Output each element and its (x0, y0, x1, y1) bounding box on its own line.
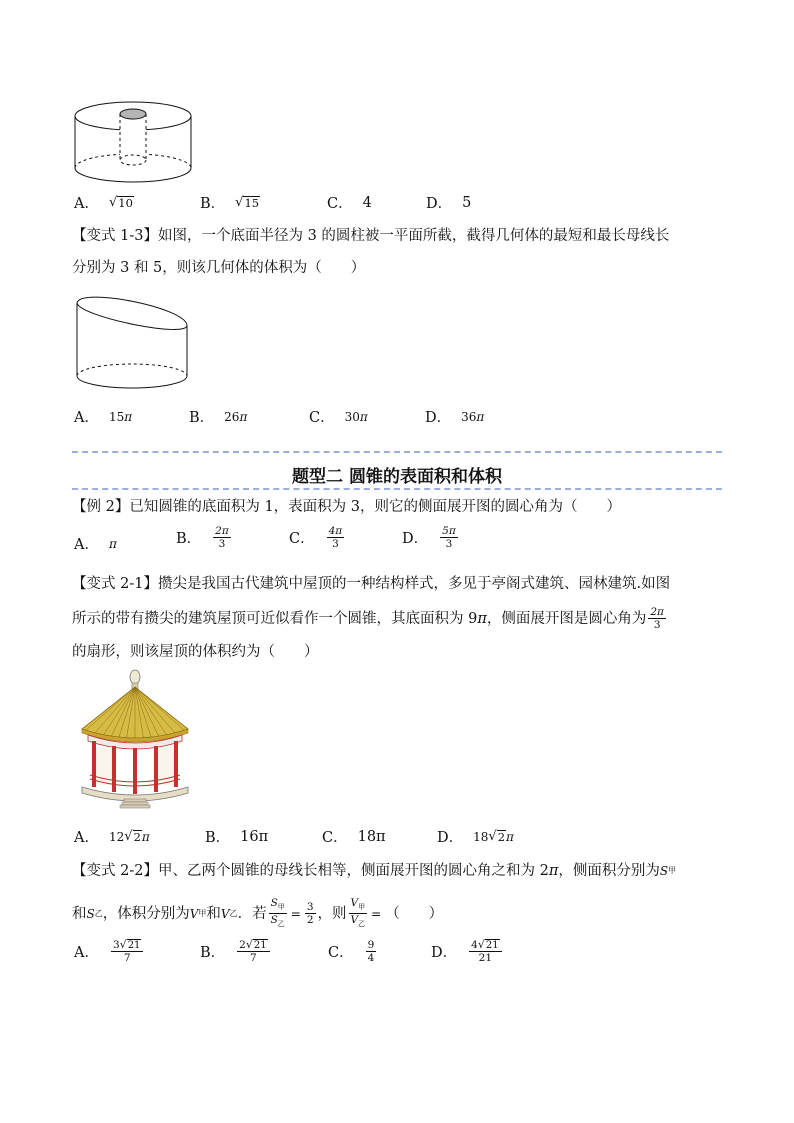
v13-option-a[interactable] (74, 406, 132, 427)
pi-symbol: π (548, 863, 559, 879)
option-label: B． (200, 945, 226, 961)
pi-symbol: π (476, 409, 485, 424)
pi-symbol: π (239, 409, 248, 424)
ex2-text (72, 497, 621, 517)
v21-option-b[interactable] (205, 826, 268, 847)
option-value: 16π (240, 828, 269, 845)
option-value: 18π (357, 828, 386, 845)
sqrt-value: √ 2 (488, 829, 506, 844)
question-text: 已知圆锥的底面积为 1，表面积为 3，则它的侧面展开图的圆心角为（ ） (129, 499, 622, 515)
fraction-v-ratio: $\frac{V_甲}{V_乙}$ (350, 897, 366, 929)
q13-option-b[interactable] (200, 192, 260, 213)
option-label: A． (74, 537, 99, 553)
question-text: ，则 (317, 905, 347, 922)
ex2-option-c[interactable] (289, 525, 346, 550)
fraction: $\frac{3}{2}$ (306, 901, 314, 927)
option-label: D． (437, 830, 464, 846)
sqrt-value: √ 15 (235, 195, 260, 210)
option-value: 36 (461, 409, 477, 424)
subscript: 乙 (94, 908, 103, 918)
fraction: $\frac{9}{4}$ (367, 939, 375, 964)
option-label: D． (425, 410, 452, 426)
question-text: 攒尖是我国古代建筑中屋顶的一种结构样式，多见于亭阁式建筑、园林建筑.如图 (157, 576, 671, 592)
question-text: 所示的带有攒尖的建筑屋顶可近似看作一个圆锥，其底面积为 9 (72, 610, 478, 627)
question-text: 和 (206, 905, 221, 922)
option-label: C． (328, 945, 354, 961)
fraction: 3 √ 21 7 (111, 939, 143, 964)
pi-symbol: π (359, 409, 368, 424)
subscript: 乙 (229, 908, 238, 918)
equals-sign: = (371, 906, 382, 921)
option-label: C． (309, 410, 335, 426)
pi-symbol: π (506, 829, 514, 844)
fraction: $\frac{5\pi}{3}$ (442, 525, 456, 550)
pavilion-illustration (74, 667, 196, 813)
option-label: B． (205, 830, 231, 846)
subscript: 甲 (198, 908, 207, 918)
v13-option-d[interactable] (425, 406, 484, 427)
question-text: ，侧面展开图是圆心角为 (486, 610, 647, 627)
hollow-cylinder-figure (70, 98, 200, 190)
question-text: 如图，一个底面半径为 3 的圆柱被一平面所截，截得几何体的最短和最长母线长 (157, 228, 670, 244)
v21-line1 (72, 574, 670, 594)
v22-line2 (72, 897, 443, 930)
v21-option-a[interactable] (74, 826, 150, 847)
q13-option-a[interactable] (74, 192, 134, 213)
ex2-option-d[interactable] (402, 525, 460, 550)
option-label: C． (327, 196, 353, 212)
symbol-s: S (86, 906, 95, 921)
fraction: $\frac{4\pi}{3}$ (328, 525, 343, 550)
question-text: ，侧面积分别为 (558, 863, 660, 879)
symbol-v: V (189, 906, 199, 921)
option-value: π (108, 536, 117, 551)
option-value: 30 (344, 409, 360, 424)
option-label: A． (74, 830, 99, 846)
question-text: ．若 (237, 905, 267, 922)
question-tag: 【变式 1-3】 (72, 228, 158, 244)
v13-line1 (72, 226, 669, 246)
pi-symbol: π (477, 610, 487, 627)
sqrt-value: √ 2 (124, 829, 141, 844)
q13-option-d[interactable] (426, 192, 471, 213)
v22-option-b[interactable] (200, 939, 272, 964)
option-value: 15 (108, 409, 125, 424)
option-label: B． (176, 531, 202, 547)
v21-line2 (72, 606, 668, 631)
ex2-option-a[interactable] (74, 533, 117, 554)
v13-option-c[interactable] (309, 406, 368, 427)
cut-cylinder-figure (72, 289, 192, 393)
v22-option-a[interactable] (74, 939, 145, 964)
pi-symbol: π (141, 829, 150, 844)
option-label: A． (74, 410, 99, 426)
option-label: C． (322, 830, 348, 846)
v13-line2: 分别为 3 和 5，则该几何体的体积为（ ） (72, 260, 366, 276)
fraction: 2 √ 21 7 (237, 939, 269, 964)
option-value: 5 (462, 194, 472, 211)
option-label: A． (74, 196, 99, 212)
v22-option-d[interactable] (431, 939, 504, 964)
option-value: 26 (224, 409, 240, 424)
fraction: $\frac{2\pi}{3}$ (215, 525, 229, 550)
fraction-s-ratio: $\frac{S_甲}{S_乙}$ (270, 897, 285, 929)
v22-option-c[interactable] (328, 939, 378, 964)
option-coef: 18 (473, 829, 489, 844)
option-coef: 12 (108, 829, 125, 844)
option-label: B． (189, 410, 215, 426)
question-text: （ ） (385, 905, 444, 922)
subscript: 甲 (668, 866, 677, 875)
section-divider-top (72, 451, 722, 453)
section-title: 题型二 圆锥的表面积和体积 (292, 467, 502, 487)
fraction: $\frac{2\pi}{3}$ (650, 606, 664, 631)
option-label: C． (289, 531, 315, 547)
question-tag: 【变式 2-1】 (72, 576, 158, 592)
fraction: 4 √ 21 21 (469, 939, 501, 964)
symbol-v: V (220, 906, 230, 921)
sqrt-value: √ 10 (108, 195, 133, 210)
option-label: D． (402, 531, 429, 547)
symbol-s: S (659, 864, 669, 878)
option-label: A． (74, 945, 99, 961)
question-text: 甲、乙两个圆锥的母线长相等，侧面展开图的圆心角之和为 2 (157, 863, 549, 879)
option-label: B． (200, 196, 226, 212)
v21-option-d[interactable] (437, 826, 514, 847)
question-tag: 【例 2】 (72, 499, 130, 515)
equals-sign: = (290, 906, 301, 921)
ex2-option-b[interactable] (176, 525, 233, 550)
q13-option-c[interactable] (327, 192, 372, 213)
option-label: D． (426, 196, 453, 212)
pi-symbol: π (124, 409, 133, 424)
option-label: D． (431, 945, 458, 961)
option-value: 4 (362, 194, 372, 211)
question-tag: 【变式 2-2】 (72, 863, 158, 879)
v21-line3: 的扇形，则该屋顶的体积约为（ ） (72, 644, 319, 660)
v22-line1 (72, 861, 676, 881)
question-text: ，体积分别为 (102, 905, 190, 922)
v13-option-b[interactable] (189, 406, 247, 427)
question-text: 和 (72, 905, 87, 922)
v21-option-c[interactable] (322, 826, 386, 847)
section-divider-bottom (72, 488, 722, 490)
